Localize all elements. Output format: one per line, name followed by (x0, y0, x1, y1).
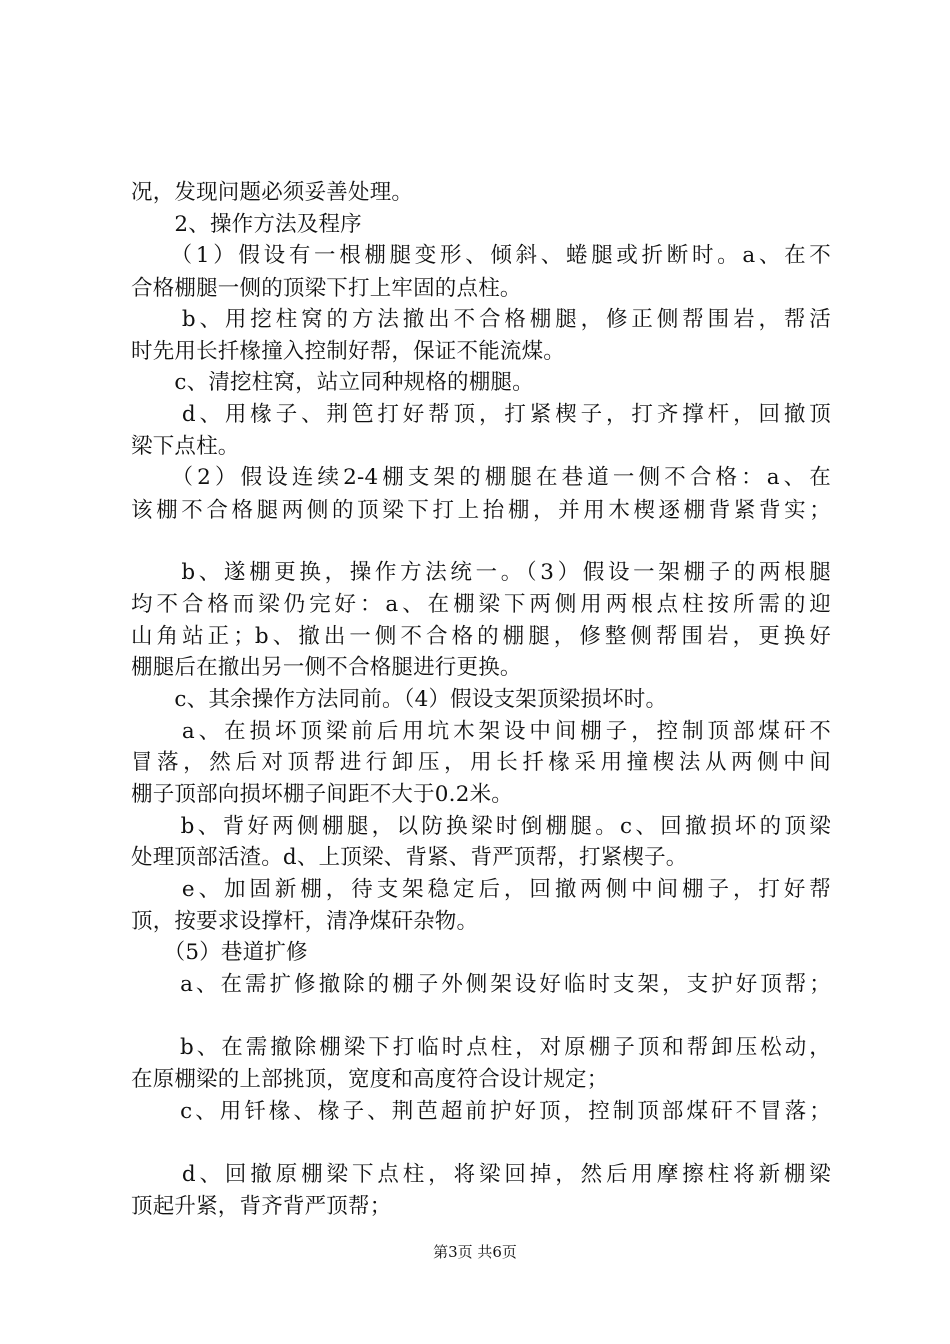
text-line: b、背好两侧棚腿，以防换梁时倒棚腿。c、回撤损坏的顶梁 (131, 814, 831, 839)
text-line: c、其余操作方法同前。（4）假设支架顶梁损坏时。 (131, 687, 668, 712)
text-line: c、清挖柱窝，站立同种规格的棚腿。 (131, 370, 534, 395)
text-line: b、用挖柱窝的方法撤出不合格棚腿，修正侧帮围岩，帮活 (131, 307, 831, 332)
text-line: 均不合格而梁仍完好：a、在棚梁下两侧用两根点柱按所需的迎 (131, 592, 831, 617)
text-line: 冒落，然后对顶帮进行卸压，用长扦椽采用撞楔法从两侧中间 (131, 750, 831, 775)
text-line: b、在需撤除棚梁下打临时点柱，对原棚子顶和帮卸压松动， (131, 1035, 831, 1060)
text-line: 该棚不合格腿两侧的顶梁下打上抬棚，并用木楔逐棚背紧背实； (131, 498, 831, 523)
text-line: a、在损坏顶梁前后用坑木架设中间棚子，控制顶部煤矸不 (131, 719, 831, 744)
text-line: 棚腿后在撤出另一侧不合格腿进行更换。 (131, 655, 522, 680)
text-line: 况，发现问题必须妥善处理。 (131, 180, 414, 205)
text-line: c、用钎椽、椽子、荆芭超前护好顶，控制顶部煤矸不冒落； (131, 1099, 831, 1124)
section-heading: 2、操作方法及程序 (131, 212, 362, 237)
text-line: a、在需扩修撤除的棚子外侧架设好临时支架，支护好顶帮； (131, 972, 831, 997)
section-heading: （5）巷道扩修 (131, 940, 308, 965)
text-line: 棚子顶部向损坏棚子间距不大于0.2米。 (131, 782, 513, 807)
text-line: 山角站正；b、撤出一侧不合格的棚腿，修整侧帮围岩，更换好 (131, 624, 831, 649)
text-line: d、回撤原棚梁下点柱，将梁回掉，然后用摩擦柱将新棚梁 (131, 1162, 831, 1187)
page-number-footer: 第3页 共6页 (433, 1243, 517, 1261)
text-line: （1）假设有一根棚腿变形、倾斜、蜷腿或折断时。a、在不 (131, 243, 831, 268)
text-line: d、用椽子、荆笆打好帮顶，打紧楔子，打齐撑杆，回撤顶 (131, 402, 831, 427)
text-line: 合格棚腿一侧的顶梁下打上牢固的点柱。 (131, 276, 522, 301)
text-line: 顶，按要求设撑杆，清净煤矸杂物。 (131, 909, 479, 934)
text-line: 顶起升紧，背齐背严顶帮； (131, 1194, 392, 1219)
text-line: 梁下点柱。 (131, 434, 240, 459)
text-line: 时先用长扦椽撞入控制好帮，保证不能流煤。 (131, 339, 566, 364)
text-line: 在原棚梁的上部挑顶，宽度和高度符合设计规定； (131, 1067, 609, 1092)
text-line: b、遂棚更换，操作方法统一。（3）假设一架棚子的两根腿 (131, 560, 831, 585)
text-line: 处理顶部活渣。d、上顶梁、背紧、背严顶帮，打紧楔子。 (131, 845, 688, 870)
text-line: e、加固新棚，待支架稳定后，回撤两侧中间棚子，打好帮 (131, 877, 831, 902)
text-line: （2）假设连续2-4棚支架的棚腿在巷道一侧不合格：a、在 (131, 465, 831, 490)
